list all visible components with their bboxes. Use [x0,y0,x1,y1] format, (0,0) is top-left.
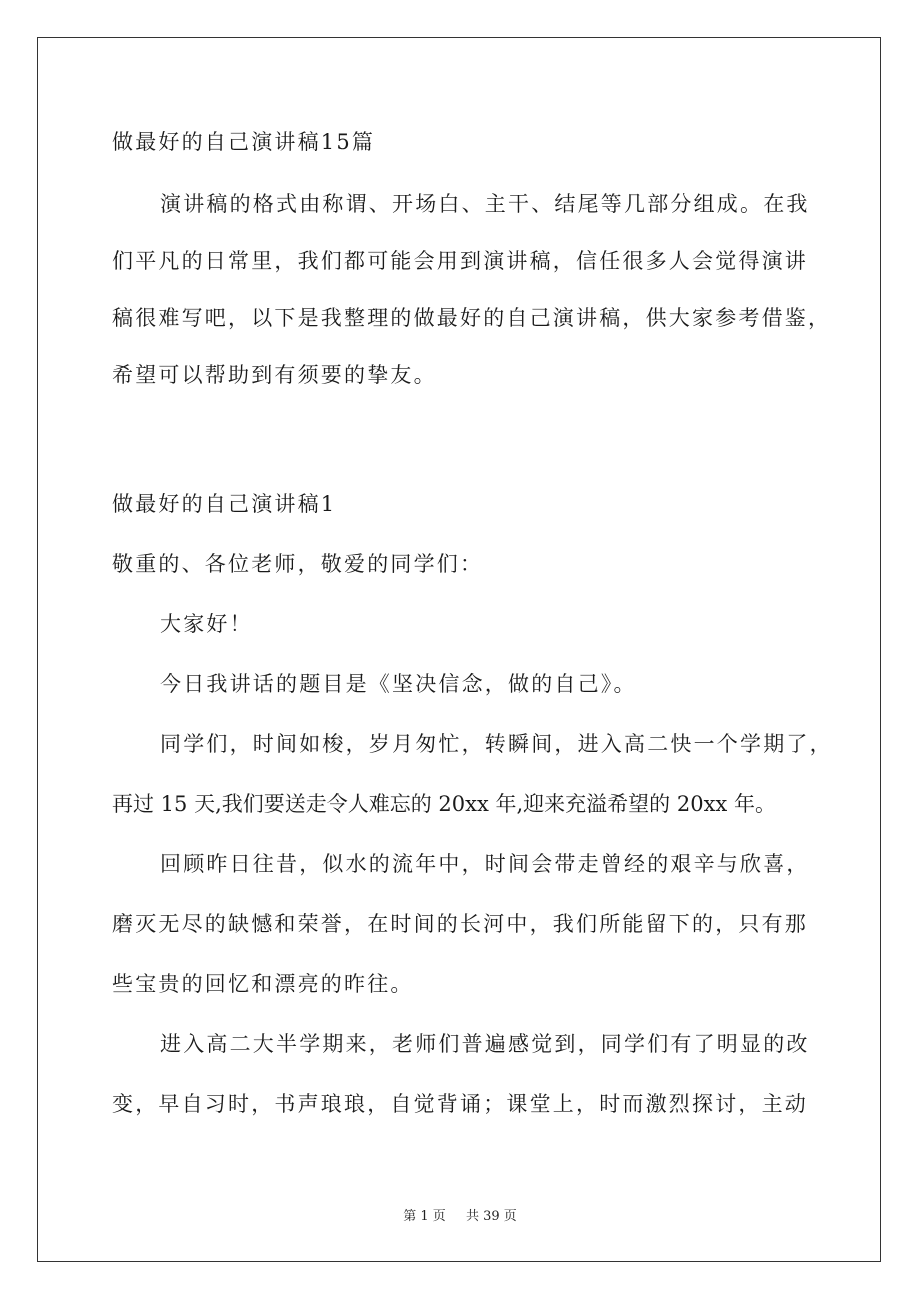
body-line-8: 进入高二大半学期来，老师们普遍感觉到，同学们有了明显的改 [160,1032,810,1056]
page-number-total: 共 39 页 [465,1209,517,1224]
body-line-2: 今日我讲话的题目是《坚决信念，做的自己》。 [160,672,637,696]
body-line-1: 大家好！ [160,612,253,636]
page-footer [0,1205,920,1224]
body-line-3: 同学们，时间如梭，岁月匆忙，转瞬间，进入高二快一个学期了， [160,732,833,756]
document-title: 做最好的自己演讲稿15篇 [112,130,376,154]
body-line-6: 磨灭无尽的缺憾和荣誉，在时间的长河中，我们所能留下的，只有那 [112,912,808,936]
body-line-4: 再过 15 天,我们要送走令人难忘的 20xx 年,迎来充溢希望的 20xx 年。 [112,792,776,816]
intro-line-1: 演讲稿的格式由称谓、开场白、主干、结尾等几部分组成。在我 [160,192,810,216]
page-frame [37,37,881,1262]
intro-line-4: 希望可以帮助到有须要的挚友。 [112,363,437,387]
section-title: 做最好的自己演讲稿1 [112,492,337,516]
page-number-current: 第 1 页 [403,1209,446,1224]
intro-line-3: 稿很难写吧，以下是我整理的做最好的自己演讲稿，供大家参考借鉴， [112,306,832,330]
body-line-7: 些宝贵的回忆和漂亮的昨往。 [112,972,414,996]
body-line-9: 变，早自习时，书声琅琅，自觉背诵；课堂上，时而激烈探讨，主动 [112,1092,808,1116]
salutation: 敬重的、各位老师，敬爱的同学们： [112,552,484,576]
body-line-5: 回顾昨日往昔，似水的流年中，时间会带走曾经的艰辛与欣喜， [160,852,810,876]
intro-line-2: 们平凡的日常里，我们都可能会用到演讲稿，信任很多人会觉得演讲 [112,249,808,273]
